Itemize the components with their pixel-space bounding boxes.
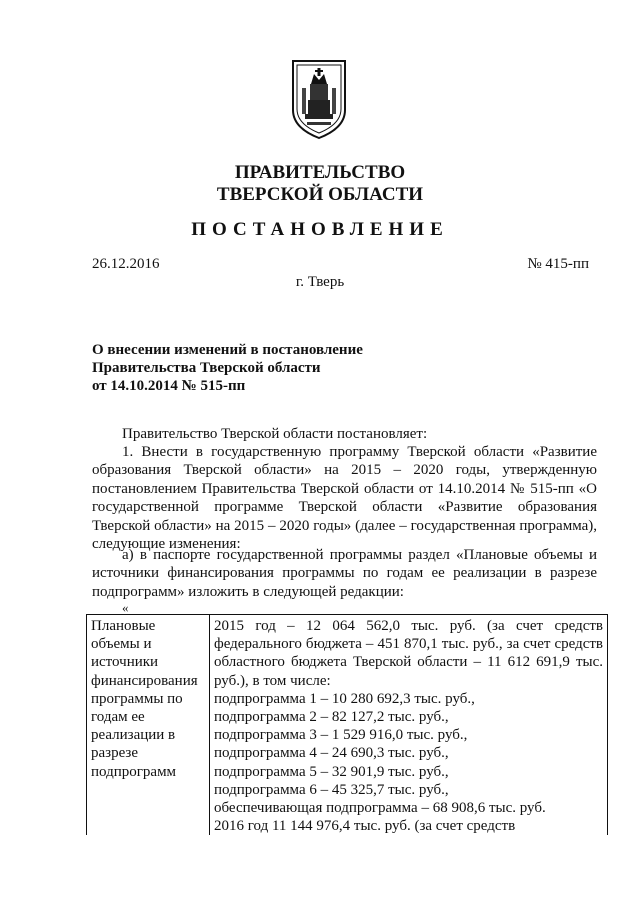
document-subject	[92, 341, 363, 395]
table-label-cell: Плановые объемы и источники финансирования программы по годам ее реализации в разрезе подпрограмм	[87, 615, 210, 836]
table-row	[87, 615, 608, 836]
table-value-cell	[210, 615, 608, 836]
financing-next-year: 2016 год 11 144 976,4 тыс. руб. (за счет средств	[214, 818, 516, 835]
coat-of-arms-icon	[290, 58, 348, 140]
subject-line: Правительства Тверской области	[92, 360, 321, 376]
financing-line: обеспечивающая подпрограмма – 68 908,6 тыс. руб.	[214, 800, 546, 817]
opening-quote: «	[122, 600, 129, 615]
paragraph-1: 1. Внести в государственную программу Тверской области «Развитие образования Тверской области» на 2015 – 2020 годы, утвержденную постановлением Правительства Тверской области от 14.10.2014 № 515-пп «О государственной программе Тверской области «Развитие образования Тверской области» на 2015 – 2020 годы» (далее – государственная программа), следующие изменения:	[92, 444, 597, 553]
financing-line: подпрограмма 2 – 82 127,2 тыс. руб.,	[214, 709, 449, 726]
document-city: г. Тверь	[295, 274, 345, 290]
document-date: 26.12.2016	[92, 256, 160, 272]
subject-line: от 14.10.2014 № 515-пп	[92, 378, 246, 394]
financing-line: подпрограмма 5 – 32 901,9 тыс. руб.,	[214, 763, 449, 780]
org-name-line2: ТВЕРСКОЙ ОБЛАСТИ	[216, 184, 424, 205]
financing-line: подпрограмма 1 – 10 280 692,3 тыс. руб.,	[214, 690, 475, 707]
paragraph-1a: а) в паспорте государственной программы раздел «Плановые объемы и источники финансирования программы по годам ее реализации в разрезе подпрограмм» изложить в следующей редакции:	[92, 547, 597, 600]
org-name-line1: ПРАВИТЕЛЬСТВО	[234, 162, 406, 183]
financing-line: подпрограмма 6 – 45 325,7 тыс. руб.,	[214, 781, 449, 798]
subject-line: О внесении изменений в постановление	[92, 342, 363, 358]
document-type: ПОСТАНОВЛЕНИЕ	[191, 219, 449, 240]
financing-table	[86, 614, 608, 835]
financing-line: подпрограмма 3 – 1 529 916,0 тыс. руб.,	[214, 727, 468, 744]
document-number: № 415-пп	[527, 256, 589, 272]
financing-intro: 2015 год – 12 064 562,0 тыс. руб. (за счет средств федерального бюджета – 451 870,1 тыс. руб., за счет средств областного бюджета Тверской области – 11 612 691,9 тыс. руб.), в том числе:	[214, 618, 603, 689]
financing-line: подпрограмма 4 – 24 690,3 тыс. руб.,	[214, 745, 449, 762]
resolution-intro: Правительство Тверской области постановляет:	[122, 426, 428, 442]
